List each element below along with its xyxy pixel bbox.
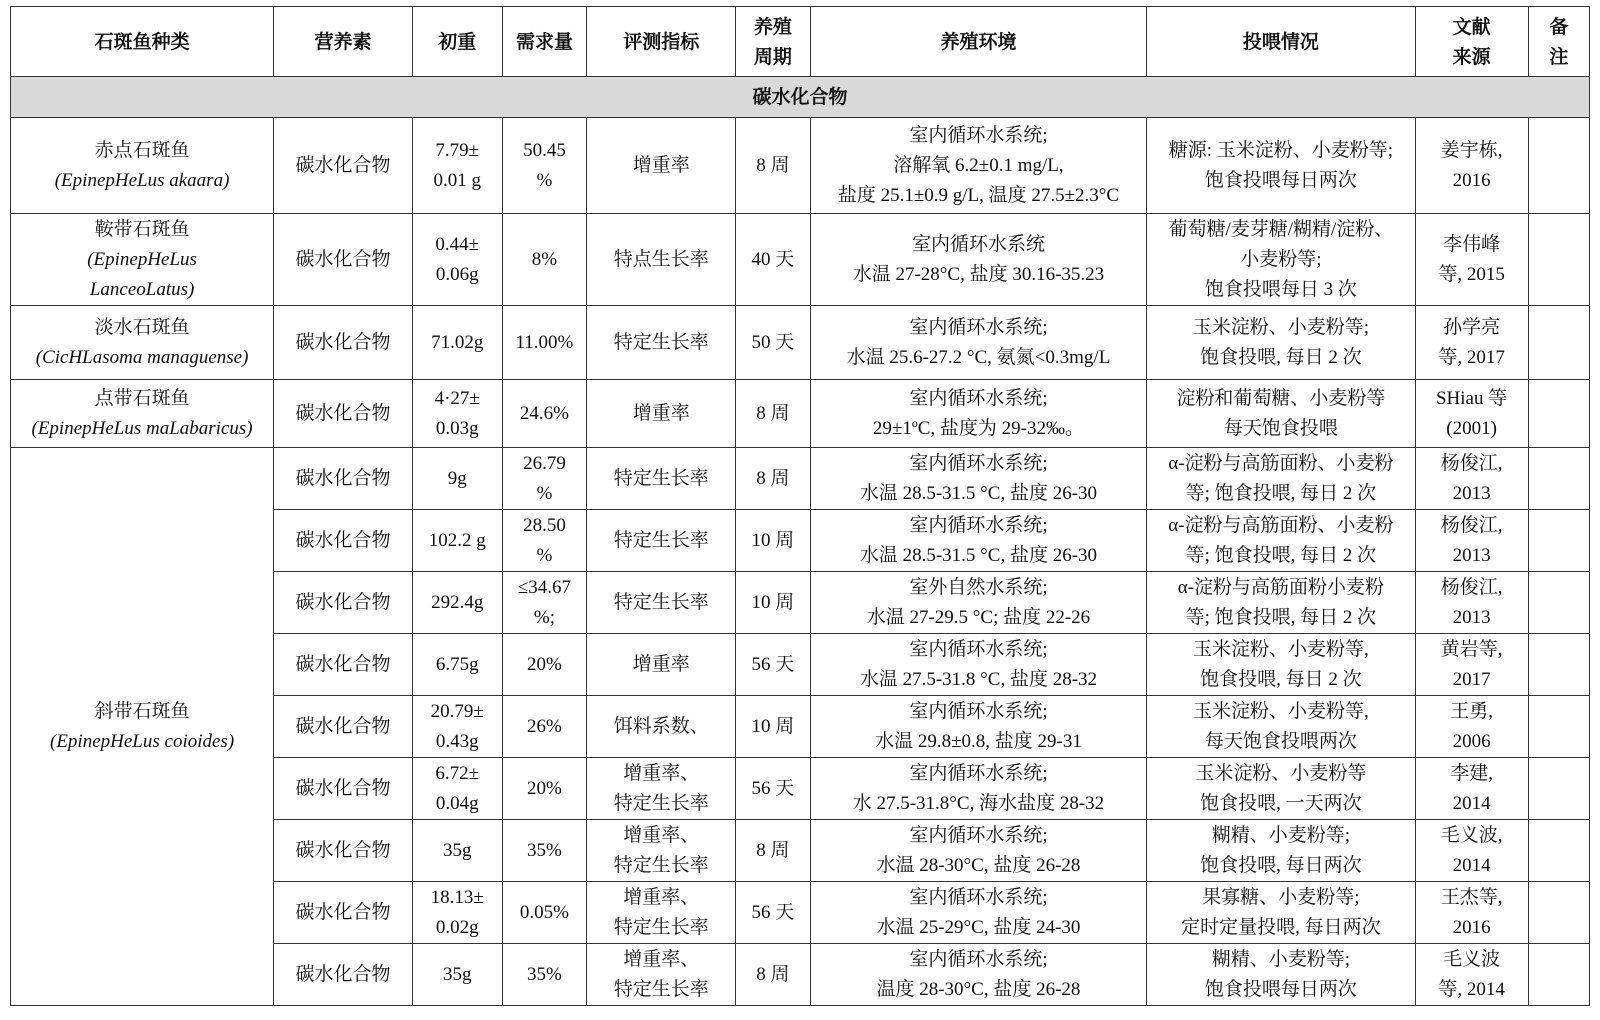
weight-cell	[412, 572, 502, 634]
indicator-cell	[587, 758, 736, 820]
nutrient-cell: 碳水化合物	[274, 572, 413, 634]
environment-cell	[810, 572, 1147, 634]
cell-line: 李伟峰	[1443, 233, 1501, 255]
species-name: 斜带石斑鱼	[94, 700, 190, 722]
cell-line: 每天饱食投喂	[1223, 417, 1338, 439]
nutrient-cell: 碳水化合物	[274, 634, 413, 696]
environment-cell	[810, 448, 1147, 510]
cell-line: %	[536, 544, 553, 566]
indicator-cell	[587, 214, 736, 306]
indicator-cell	[587, 820, 736, 882]
note-cell	[1528, 448, 1589, 510]
source-cell	[1415, 696, 1528, 758]
feeding-cell	[1147, 214, 1415, 306]
cell-line: 水温 25.6-27.2 °C, 氨氮<0.3mg/L	[846, 346, 1111, 368]
cell-line: 水 27.5-31.8°C, 海水盐度 28-32	[852, 792, 1105, 814]
environment-cell	[810, 634, 1147, 696]
feeding-cell	[1147, 882, 1415, 944]
requirement-cell	[502, 882, 587, 944]
cell-line: 周期	[753, 45, 792, 68]
cell-line: 室内循环水系统;	[909, 824, 1048, 846]
feeding-cell	[1147, 306, 1415, 380]
table-row	[11, 214, 1590, 306]
cell-line: α-淀粉与高筋面粉小麦粉	[1177, 576, 1385, 598]
cell-line: 特定生长率	[613, 467, 709, 489]
cell-line: 增重率、	[623, 886, 700, 908]
period-cell: 56 天	[736, 882, 810, 944]
header-row	[11, 7, 1590, 77]
cell-line: 0.02g	[435, 916, 479, 938]
environment-cell	[810, 944, 1147, 1006]
cell-line: 特定生长率	[613, 331, 709, 353]
table-row	[11, 118, 1590, 214]
cell-line: 盐度 25.1±0.9 g/L, 温度 27.5±2.3°C	[837, 184, 1120, 206]
environment-cell	[810, 820, 1147, 882]
requirement-cell	[502, 634, 587, 696]
cell-line: 等, 2015	[1438, 263, 1505, 285]
cell-line: 20%	[527, 777, 562, 799]
source-cell	[1415, 572, 1528, 634]
cell-line: 玉米淀粉、小麦粉等	[1195, 762, 1367, 784]
cell-line: 室内循环水系统;	[909, 452, 1048, 474]
cell-line: 水温 27.5-31.8 °C, 盐度 28-32	[859, 668, 1098, 690]
cell-line: 水温 25-29°C, 盐度 24-30	[876, 916, 1081, 938]
note-cell	[1528, 380, 1589, 448]
cell-line: %	[536, 169, 553, 191]
cell-line: 8%	[531, 248, 558, 270]
cell-line: 室内循环水系统	[911, 233, 1045, 255]
note-cell	[1528, 820, 1589, 882]
cell-line: SHiau 等	[1435, 387, 1508, 409]
cell-line: 室内循环水系统;	[909, 316, 1048, 338]
cell-line: 石斑鱼种类	[94, 30, 190, 53]
table-row	[11, 306, 1590, 380]
note-cell	[1528, 306, 1589, 380]
requirement-cell	[502, 696, 587, 758]
note-cell	[1528, 758, 1589, 820]
cell-line: 0.43g	[435, 730, 479, 752]
species-latin-name: (CicHLasoma managuense)	[35, 346, 249, 368]
header-period	[736, 7, 810, 77]
cell-line: 2016	[1452, 916, 1491, 938]
cell-line: 室内循环水系统;	[909, 762, 1048, 784]
nutrient-cell: 碳水化合物	[274, 448, 413, 510]
cell-line: 7.79±	[435, 139, 480, 161]
requirement-cell	[502, 380, 587, 448]
source-cell	[1415, 380, 1528, 448]
cell-line: 35%	[527, 963, 562, 985]
source-cell	[1415, 944, 1528, 1006]
period-cell: 10 周	[736, 510, 810, 572]
cell-line: 水温 27-29.5 °C; 盐度 22-26	[866, 606, 1091, 628]
feeding-cell	[1147, 118, 1415, 214]
note-cell	[1528, 944, 1589, 1006]
note-cell	[1528, 572, 1589, 634]
cell-line: 饱食投喂, 每日 2 次	[1200, 346, 1362, 368]
cell-line: 水温 29.8±0.8, 盐度 29-31	[875, 730, 1082, 752]
species-name: 赤点石斑鱼	[94, 139, 190, 161]
species-latin-name: (EpinepHeLus LanceoLatus)	[87, 248, 197, 300]
cell-line: 营养素	[314, 30, 372, 53]
cell-line: 特定生长率	[613, 792, 709, 814]
cell-line: 玉米淀粉、小麦粉等,	[1193, 700, 1369, 722]
cell-line: 饵料系数、	[613, 715, 709, 737]
species-name: 点带石斑鱼	[94, 387, 190, 409]
document-page	[10, 6, 1590, 1006]
header-environment	[810, 7, 1147, 77]
weight-cell	[412, 510, 502, 572]
note-cell	[1528, 118, 1589, 214]
cell-line: 35g	[443, 963, 472, 985]
requirement-cell	[502, 944, 587, 1006]
note-cell	[1528, 214, 1589, 306]
cell-line: 11.00%	[515, 331, 574, 353]
source-cell	[1415, 634, 1528, 696]
cell-line: 特点生长率	[613, 248, 709, 270]
cell-line: 姜宇栋,	[1440, 139, 1503, 161]
nutrient-cell: 碳水化合物	[274, 758, 413, 820]
feeding-cell	[1147, 944, 1415, 1006]
cell-line: 王杰等,	[1440, 886, 1503, 908]
species-latin-name: (EpinepHeLus akaara)	[54, 169, 230, 191]
cell-line: 水温 28.5-31.5 °C, 盐度 26-30	[859, 544, 1098, 566]
cell-line: 饱食投喂每日 3 次	[1204, 278, 1357, 300]
environment-cell	[810, 882, 1147, 944]
cell-line: 4·27±	[434, 387, 480, 409]
requirement-cell	[502, 214, 587, 306]
species-cell	[11, 380, 274, 448]
cell-line: 室内循环水系统;	[909, 948, 1048, 970]
cell-line: 增重率	[632, 154, 690, 176]
cell-line: 室内循环水系统;	[909, 638, 1048, 660]
cell-line: 投喂情况	[1242, 30, 1319, 53]
cell-line: 29±1ºC, 盐度为 29-32‰。	[872, 417, 1084, 439]
indicator-cell	[587, 572, 736, 634]
cell-line: 注	[1549, 45, 1569, 68]
nutrient-cell: 碳水化合物	[274, 380, 413, 448]
cell-line: 35%	[527, 839, 562, 861]
table-row	[11, 380, 1590, 448]
cell-line: 室内循环水系统;	[909, 514, 1048, 536]
cell-line: 2006	[1452, 730, 1491, 752]
period-cell: 8 周	[736, 820, 810, 882]
cell-line: 定时定量投喂, 每日两次	[1181, 916, 1381, 938]
period-cell: 56 天	[736, 634, 810, 696]
cell-line: 杨俊江,	[1440, 452, 1503, 474]
cell-line: 每天饱食投喂两次	[1204, 730, 1357, 752]
cell-line: 初重	[438, 30, 477, 53]
cell-line: 9g	[447, 467, 467, 489]
section-title: 碳水化合物	[11, 77, 1590, 118]
cell-line: 室内循环水系统;	[909, 700, 1048, 722]
header-feeding	[1147, 7, 1415, 77]
nutrient-cell: 碳水化合物	[274, 882, 413, 944]
species-cell	[11, 306, 274, 380]
cell-line: 溶解氧 6.2±0.1 mg/L,	[893, 154, 1064, 176]
table-row	[11, 448, 1590, 510]
period-cell: 10 周	[736, 572, 810, 634]
cell-line: 特定生长率	[613, 854, 709, 876]
weight-cell	[412, 214, 502, 306]
cell-line: α-淀粉与高筋面粉、小麦粉	[1168, 452, 1394, 474]
environment-cell	[810, 118, 1147, 214]
cell-line: 饱食投喂每日两次	[1204, 978, 1357, 1000]
cell-line: 文献	[1452, 15, 1491, 38]
header-requirement	[502, 7, 587, 77]
cell-line: 6.72±	[435, 762, 480, 784]
cell-line: 35g	[443, 839, 472, 861]
indicator-cell	[587, 306, 736, 380]
cell-line: 18.13±	[430, 886, 484, 908]
feeding-cell	[1147, 696, 1415, 758]
cell-line: 黄岩等,	[1440, 638, 1503, 660]
period-cell: 8 周	[736, 944, 810, 1006]
cell-line: 26%	[527, 715, 562, 737]
cell-line: 2017	[1452, 668, 1491, 690]
cell-line: 2013	[1452, 606, 1491, 628]
cell-line: 毛义波,	[1440, 824, 1503, 846]
cell-line: 20%	[527, 653, 562, 675]
header-indicator	[587, 7, 736, 77]
cell-line: 玉米淀粉、小麦粉等,	[1193, 638, 1369, 660]
environment-cell	[810, 510, 1147, 572]
environment-cell	[810, 306, 1147, 380]
environment-cell	[810, 214, 1147, 306]
indicator-cell	[587, 696, 736, 758]
header-species	[11, 7, 274, 77]
cell-line: 2014	[1452, 792, 1491, 814]
cell-line: 0.06g	[435, 263, 479, 285]
cell-line: %;	[533, 606, 555, 628]
cell-line: 淀粉和葡萄糖、小麦粉等	[1176, 387, 1386, 409]
nutrient-cell: 碳水化合物	[274, 306, 413, 380]
feeding-cell	[1147, 634, 1415, 696]
indicator-cell	[587, 882, 736, 944]
source-cell	[1415, 214, 1528, 306]
cell-line: 2016	[1452, 169, 1491, 191]
weight-cell	[412, 696, 502, 758]
species-cell	[11, 448, 274, 1006]
cell-line: 杨俊江,	[1440, 514, 1503, 536]
nutrient-cell: 碳水化合物	[274, 696, 413, 758]
cell-line: 王勇,	[1450, 700, 1493, 722]
cell-line: 26.79	[523, 452, 566, 474]
cell-line: 0.44±	[435, 233, 480, 255]
feeding-cell	[1147, 758, 1415, 820]
environment-cell	[810, 758, 1147, 820]
cell-line: 增重率、	[623, 762, 700, 784]
cell-line: 水温 28.5-31.5 °C, 盐度 26-30	[859, 482, 1098, 504]
cell-line: 等, 2017	[1438, 346, 1505, 368]
feeding-cell	[1147, 820, 1415, 882]
cell-line: 特定生长率	[613, 591, 709, 613]
indicator-cell	[587, 944, 736, 1006]
feeding-cell	[1147, 510, 1415, 572]
header-weight	[412, 7, 502, 77]
cell-line: 20.79±	[430, 700, 484, 722]
cell-line: 2014	[1452, 854, 1491, 876]
indicator-cell	[587, 380, 736, 448]
header-source	[1415, 7, 1528, 77]
note-cell	[1528, 882, 1589, 944]
weight-cell	[412, 634, 502, 696]
period-cell: 40 天	[736, 214, 810, 306]
cell-line: 增重率、	[623, 948, 700, 970]
source-cell	[1415, 820, 1528, 882]
note-cell	[1528, 634, 1589, 696]
cell-line: 果寡糖、小麦粉等;	[1202, 886, 1360, 908]
feeding-cell	[1147, 380, 1415, 448]
cell-line: 等; 饱食投喂, 每日 2 次	[1185, 606, 1377, 628]
cell-line: 50.45	[523, 139, 566, 161]
species-latin-name: (EpinepHeLus maLabaricus)	[31, 417, 253, 439]
grouper-nutrition-table	[10, 6, 1590, 1006]
cell-line: 小麦粉等;	[1240, 248, 1322, 270]
requirement-cell	[502, 758, 587, 820]
cell-line: 特定生长率	[613, 978, 709, 1000]
cell-line: 备	[1549, 15, 1569, 38]
source-cell	[1415, 882, 1528, 944]
weight-cell	[412, 380, 502, 448]
cell-line: 增重率	[632, 402, 690, 424]
cell-line: 毛义波	[1443, 948, 1501, 970]
cell-line: 等; 饱食投喂, 每日 2 次	[1185, 482, 1377, 504]
requirement-cell	[502, 118, 587, 214]
species-latin-name: (EpinepHeLus coioides)	[50, 730, 235, 752]
source-cell	[1415, 118, 1528, 214]
cell-line: 杨俊江,	[1440, 576, 1503, 598]
nutrient-cell: 碳水化合物	[274, 820, 413, 882]
weight-cell	[412, 820, 502, 882]
nutrient-cell: 碳水化合物	[274, 510, 413, 572]
cell-line: 增重率、	[623, 824, 700, 846]
period-cell: 56 天	[736, 758, 810, 820]
cell-line: 室内循环水系统;	[909, 124, 1048, 146]
nutrient-cell: 碳水化合物	[274, 944, 413, 1006]
period-cell: 50 天	[736, 306, 810, 380]
cell-line: 0.01 g	[433, 169, 481, 191]
species-name: 淡水石斑鱼	[94, 316, 190, 338]
environment-cell	[810, 696, 1147, 758]
weight-cell	[412, 306, 502, 380]
cell-line: 水温 27-28°C, 盐度 30.16-35.23	[852, 263, 1105, 285]
nutrient-cell: 碳水化合物	[274, 118, 413, 214]
cell-line: 2013	[1452, 544, 1491, 566]
source-cell	[1415, 448, 1528, 510]
cell-line: 糊精、小麦粉等;	[1211, 824, 1351, 846]
feeding-cell	[1147, 572, 1415, 634]
species-name: 鞍带石斑鱼	[94, 218, 190, 240]
requirement-cell	[502, 572, 587, 634]
period-cell: 8 周	[736, 118, 810, 214]
cell-line: 特定生长率	[613, 916, 709, 938]
cell-line: 2013	[1452, 482, 1491, 504]
source-cell	[1415, 758, 1528, 820]
cell-line: 温度 28-30°C, 盐度 26-28	[876, 978, 1081, 1000]
species-cell	[11, 118, 274, 214]
cell-line: 葡萄糖/麦芽糖/糊精/淀粉、	[1168, 218, 1394, 240]
requirement-cell	[502, 448, 587, 510]
cell-line: 0.04g	[435, 792, 479, 814]
cell-line: 71.02g	[431, 331, 484, 353]
environment-cell	[810, 380, 1147, 448]
cell-line: 李建,	[1450, 762, 1493, 784]
note-cell	[1528, 696, 1589, 758]
cell-line: 评测指标	[623, 30, 700, 53]
cell-line: 室外自然水系统;	[909, 576, 1048, 598]
cell-line: 玉米淀粉、小麦粉等;	[1192, 316, 1370, 338]
cell-line: 来源	[1452, 45, 1491, 68]
cell-line: 糊精、小麦粉等;	[1211, 948, 1351, 970]
indicator-cell	[587, 118, 736, 214]
requirement-cell	[502, 510, 587, 572]
cell-line: 特定生长率	[613, 529, 709, 551]
cell-line: 6.75g	[435, 653, 479, 675]
cell-line: 饱食投喂, 每日 2 次	[1200, 668, 1362, 690]
cell-line: 102.2 g	[428, 529, 486, 551]
cell-line: 室内循环水系统;	[909, 886, 1048, 908]
weight-cell	[412, 944, 502, 1006]
cell-line: 28.50	[523, 514, 566, 536]
weight-cell	[412, 758, 502, 820]
indicator-cell	[587, 510, 736, 572]
cell-line: %	[536, 482, 553, 504]
cell-line: 养殖环境	[940, 30, 1017, 53]
cell-line: 孙学亮	[1443, 316, 1501, 338]
cell-line: 室内循环水系统;	[909, 387, 1048, 409]
cell-line: 养殖	[753, 15, 792, 38]
section-row	[11, 77, 1590, 118]
cell-line: 饱食投喂, 一天两次	[1200, 792, 1362, 814]
note-cell	[1528, 510, 1589, 572]
period-cell: 8 周	[736, 380, 810, 448]
feeding-cell	[1147, 448, 1415, 510]
cell-line: 0.03g	[435, 417, 479, 439]
weight-cell	[412, 118, 502, 214]
period-cell: 10 周	[736, 696, 810, 758]
requirement-cell	[502, 306, 587, 380]
weight-cell	[412, 448, 502, 510]
cell-line: 需求量	[515, 30, 573, 53]
cell-line: 水温 28-30°C, 盐度 26-28	[876, 854, 1081, 876]
cell-line: 292.4g	[431, 591, 484, 613]
cell-line: ≤34.67	[517, 576, 572, 598]
cell-line: 0.05%	[519, 901, 569, 923]
header-note	[1528, 7, 1589, 77]
header-nutrient	[274, 7, 413, 77]
cell-line: 等, 2014	[1438, 978, 1505, 1000]
source-cell	[1415, 306, 1528, 380]
requirement-cell	[502, 820, 587, 882]
cell-line: (2001)	[1446, 417, 1497, 439]
indicator-cell	[587, 634, 736, 696]
indicator-cell	[587, 448, 736, 510]
cell-line: 饱食投喂每日两次	[1204, 169, 1357, 191]
nutrient-cell: 碳水化合物	[274, 214, 413, 306]
period-cell: 8 周	[736, 448, 810, 510]
cell-line: 糖源: 玉米淀粉、小麦粉等;	[1168, 139, 1394, 161]
source-cell	[1415, 510, 1528, 572]
cell-line: 24.6%	[519, 402, 569, 424]
cell-line: 增重率	[632, 653, 690, 675]
species-cell	[11, 214, 274, 306]
cell-line: α-淀粉与高筋面粉、小麦粉	[1168, 514, 1394, 536]
weight-cell	[412, 882, 502, 944]
cell-line: 等; 饱食投喂, 每日 2 次	[1185, 544, 1377, 566]
cell-line: 饱食投喂, 每日两次	[1200, 854, 1362, 876]
